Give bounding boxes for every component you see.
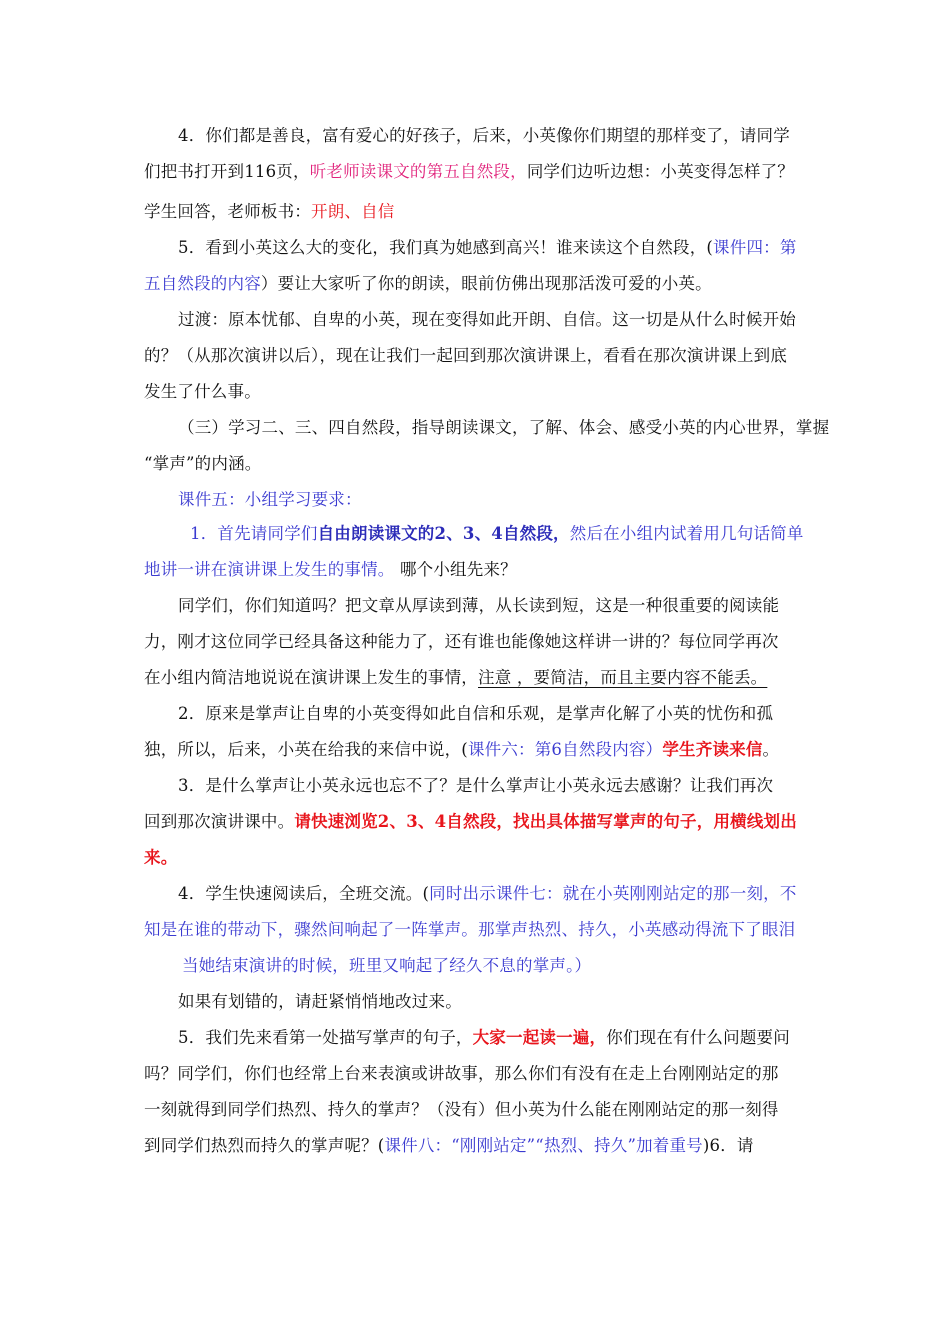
text-line xyxy=(144,811,814,833)
text-line xyxy=(144,847,814,869)
text-segment: 同时出示课件七：就在小英刚刚站定的那一刻，不 xyxy=(429,884,797,903)
text-line xyxy=(178,309,848,331)
text-segment: 4．你们都是善良，富有爱心的好孩子，后来，小英像你们期望的那样变了，请同学 xyxy=(178,126,790,145)
text-line xyxy=(144,667,814,689)
text-line xyxy=(144,201,814,223)
text-segment: 五自然段的内容 xyxy=(144,274,261,293)
text-line xyxy=(144,1099,814,1121)
text-line xyxy=(178,595,848,617)
text-segment: （三）学习二、三、四自然段，指导朗读课文，了解、体会、感受小英的内心世界，掌握 xyxy=(178,418,830,437)
text-segment: 4．学生快速阅读后，全班交流。( xyxy=(178,884,430,903)
text-line xyxy=(144,161,814,183)
text-line xyxy=(144,381,814,403)
text-segment: “掌声”的内涵。 xyxy=(144,454,262,473)
text-line xyxy=(178,417,848,439)
text-line xyxy=(178,991,848,1013)
text-segment: 来。 xyxy=(144,848,178,867)
text-line xyxy=(178,237,848,259)
text-segment: 到同学们热烈而持久的掌声呢？( xyxy=(144,1136,385,1155)
text-segment: 。 xyxy=(762,740,780,759)
text-segment: 哪个小组先来？ xyxy=(394,560,517,579)
text-line xyxy=(178,1027,848,1049)
text-segment: 课件四：第 xyxy=(713,238,797,257)
text-segment: 独，所以，后来，小英在给我的来信中说，( xyxy=(144,740,468,759)
text-segment: 同学们，你们知道吗？把文章从厚读到薄，从长读到短，这是一种很重要的阅读能 xyxy=(178,596,780,615)
text-segment: 1．首先请同学们 xyxy=(190,524,318,543)
text-segment: 课件五：小组学习要求： xyxy=(178,490,362,509)
text-segment: 听老师读课文的第五自然段， xyxy=(309,162,527,181)
text-line xyxy=(144,273,814,295)
text-segment: 同学们边听边想：小英变得怎样了？ xyxy=(526,162,795,181)
text-line xyxy=(144,1135,814,1157)
text-line xyxy=(178,125,848,147)
text-segment: 学生齐读来信 xyxy=(662,740,763,759)
text-segment: 然后在小组内试着用几句话简单 xyxy=(569,524,804,543)
text-segment: 过渡：原本忧郁、自卑的小英，现在变得如此开朗、自信。这一切是从什么时候开始 xyxy=(178,310,796,329)
text-line xyxy=(178,489,848,511)
text-line xyxy=(144,919,814,941)
text-segment: 3．是什么掌声让小英永远也忘不了？是什么掌声让小英永远去感谢？让我们再次 xyxy=(178,776,774,795)
text-segment: 如果有划错的，请赶紧悄悄地改过来。 xyxy=(178,992,462,1011)
text-segment: 发生了什么事。 xyxy=(144,382,261,401)
text-line xyxy=(144,345,814,367)
text-segment: 请快速浏览2、3、4自然段，找出具体描写掌声的句子，用横线划出 xyxy=(294,812,797,831)
text-line xyxy=(190,523,860,545)
text-segment: 注意 ，要简洁，而且主要内容不能丢。 xyxy=(478,668,768,687)
text-segment: 一刻就得到同学们热烈、持久的掌声？（没有）但小英为什么能在刚刚站定的那一刻得 xyxy=(144,1100,779,1119)
text-segment: 在小组内简洁地说说在演讲课上发生的事情， xyxy=(144,668,478,687)
text-segment: 5．我们先来看第一处描写掌声的句子， xyxy=(178,1028,473,1047)
text-segment: 的？（从那次演讲以后），现在让我们一起回到那次演讲课上，看看在那次演讲课上到底 xyxy=(144,346,788,365)
text-line xyxy=(178,883,848,905)
text-segment: 力，刚才这位同学已经具备这种能力了，还有谁也能像她这样讲一讲的？每位同学再次 xyxy=(144,632,779,651)
text-line xyxy=(144,559,814,581)
text-line xyxy=(144,739,814,761)
text-segment: 回到那次演讲课中。 xyxy=(144,812,295,831)
text-line xyxy=(178,775,848,797)
text-segment: 地讲一讲在演讲课上发生的事情。 xyxy=(144,560,395,579)
text-segment: 课件八：“刚刚站定”“热烈、持久”加着重号 xyxy=(384,1136,703,1155)
text-segment: 5．看到小英这么大的变化，我们真为她感到高兴！谁来读这个自然段，( xyxy=(178,238,714,257)
text-line xyxy=(144,453,814,475)
text-segment: 你们现在有什么问题要问 xyxy=(606,1028,790,1047)
text-segment: 2．原来是掌声让自卑的小英变得如此自信和乐观，是掌声化解了小英的忧伤和孤 xyxy=(178,704,774,723)
text-line xyxy=(144,631,814,653)
text-segment: 知是在谁的带动下，骤然间响起了一阵掌声。那掌声热烈、持久，小英感动得流下了眼泪 xyxy=(144,920,796,939)
text-segment: 课件六：第6自然段内容） xyxy=(467,740,663,759)
text-segment: ）要让大家听了你的朗读，眼前仿佛出现那活泼可爱的小英。 xyxy=(260,274,712,293)
text-line xyxy=(144,1063,814,1085)
text-segment: 自由朗读课文的2、3、4自然段， xyxy=(317,524,570,543)
text-line xyxy=(182,955,852,977)
text-segment: 吗？同学们，你们也经常上台来表演或讲故事，那么你们有没有在走上台刚刚站定的那 xyxy=(144,1064,779,1083)
text-segment: 学生回答，老师板书： xyxy=(144,202,311,221)
text-segment: 开朗、自信 xyxy=(311,202,395,221)
text-segment: 大家一起读一遍， xyxy=(472,1028,607,1047)
text-line xyxy=(178,703,848,725)
text-segment: 当她结束演讲的时候，班里又响起了经久不息的掌声。） xyxy=(182,956,592,975)
text-segment: )6．请 xyxy=(702,1136,754,1155)
text-segment: 们把书打开到116页， xyxy=(144,162,310,181)
